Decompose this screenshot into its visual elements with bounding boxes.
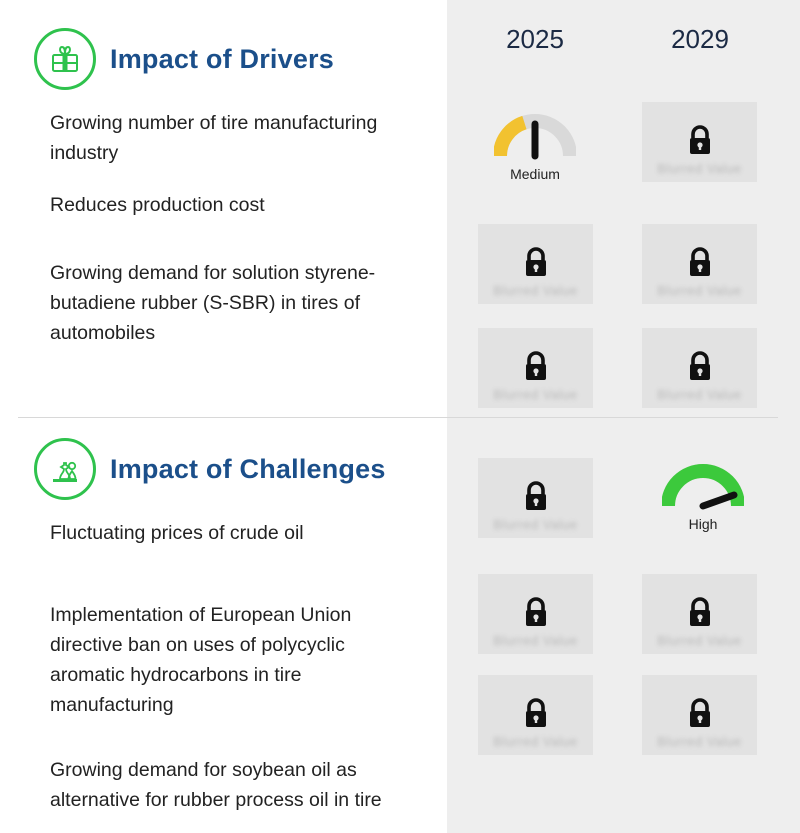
locked-placeholder-text: Blurred Value	[493, 387, 578, 402]
driver-item-3: Growing demand for solution styrene-butadiene rubber (S-SBR) in tires of automobiles	[50, 262, 376, 344]
lock-icon	[685, 595, 715, 634]
lock-icon	[521, 349, 551, 388]
driver-item-2: Reduces production cost	[50, 194, 265, 216]
lock-icon	[521, 696, 551, 735]
locked-cell-challenges-2-2029[interactable]	[642, 574, 757, 654]
challenges-badge-icon	[34, 438, 96, 500]
section-title-drivers: Impact of Drivers	[110, 43, 334, 74]
lock-icon	[685, 349, 715, 388]
locked-cell-drivers-3-2025[interactable]	[478, 328, 593, 408]
gauge-label-challenges-1-2029: High	[688, 516, 718, 532]
column-header-2029: 2029	[671, 24, 729, 54]
locked-placeholder-text: Blurred Value	[493, 734, 578, 749]
gauge-challenges-1-2029	[643, 462, 763, 532]
locked-placeholder-text: Blurred Value	[657, 283, 742, 298]
section-header-challenges	[34, 438, 386, 500]
locked-cell-drivers-1-2029[interactable]	[642, 102, 757, 182]
locked-placeholder-text: Blurred Value	[493, 517, 578, 532]
lock-icon	[521, 479, 551, 518]
locked-placeholder-text: Blurred Value	[657, 387, 742, 402]
locked-placeholder-text: Blurred Value	[493, 283, 578, 298]
locked-placeholder-text: Blurred Value	[657, 734, 742, 749]
section-header-drivers	[34, 28, 334, 90]
locked-placeholder-text: Blurred Value	[493, 633, 578, 648]
lock-icon	[521, 245, 551, 284]
section-divider	[18, 417, 778, 418]
gauge-label-drivers-1-2025: Medium	[510, 166, 560, 182]
drivers-badge-icon	[34, 28, 96, 90]
challenge-item-1: Fluctuating prices of crude oil	[50, 522, 304, 544]
column-header-2025: 2025	[506, 24, 564, 54]
lock-icon	[685, 696, 715, 735]
driver-item-1: Growing number of tire manufacturing industry	[50, 112, 378, 164]
section-title-challenges: Impact of Challenges	[110, 453, 386, 484]
lock-icon	[685, 245, 715, 284]
locked-cell-challenges-1-2025[interactable]	[478, 458, 593, 538]
locked-cell-drivers-3-2029[interactable]	[642, 328, 757, 408]
locked-placeholder-text: Blurred Value	[657, 633, 742, 648]
gauge-drivers-1-2025	[475, 112, 595, 182]
locked-cell-drivers-2-2025[interactable]	[478, 224, 593, 304]
locked-cell-challenges-2-2025[interactable]	[478, 574, 593, 654]
lock-icon	[521, 595, 551, 634]
locked-placeholder-text: Blurred Value	[657, 161, 742, 176]
locked-cell-challenges-3-2029[interactable]	[642, 675, 757, 755]
locked-cell-challenges-3-2025[interactable]	[478, 675, 593, 755]
challenge-item-3: Growing demand for soybean oil as alternative for rubber process oil in tire	[50, 759, 382, 811]
challenge-item-2: Implementation of European Union directive ban on uses of polycyclic aromatic hydrocarbons in tire manufacturing	[50, 604, 352, 716]
locked-cell-drivers-2-2029[interactable]	[642, 224, 757, 304]
lock-icon	[685, 123, 715, 162]
